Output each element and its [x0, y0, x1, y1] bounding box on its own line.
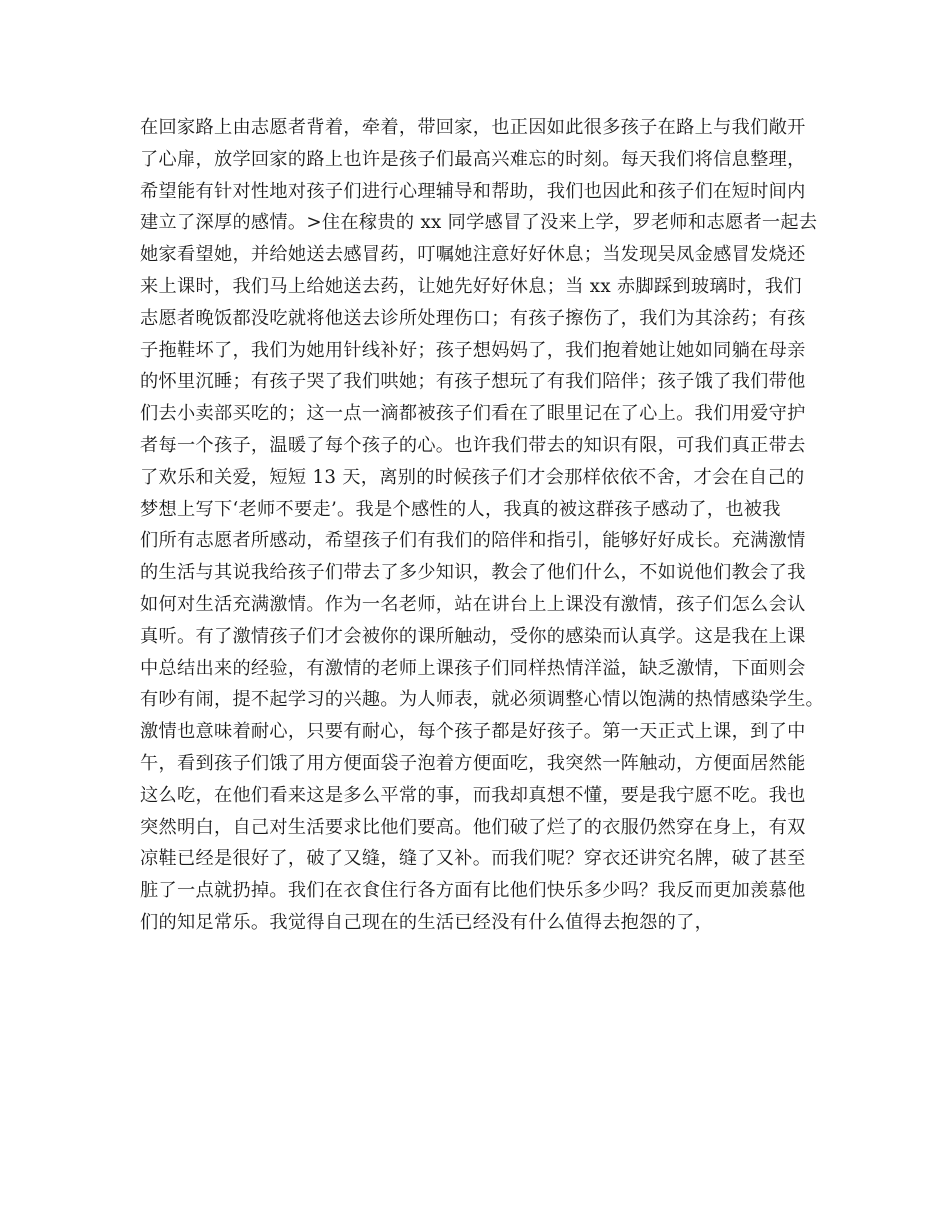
text-line: 的生活与其说我给孩子们带去了多少知识，教会了他们什么，不如说他们教会了我: [140, 562, 806, 584]
text-line: 希望能有针对性地对孩子们进行心理辅导和帮助，我们也因此和孩子们在短时间内: [140, 180, 806, 202]
text-line: 激情也意味着耐心，只要有耐心，每个孩子都是好孩子。第一天正式上课，到了中: [140, 721, 806, 743]
text-line: 中总结出来的经验，有激情的老师上课孩子们同样热情洋溢，缺乏激情，下面则会: [140, 657, 806, 679]
text-line: 有吵有闹，提不起学习的兴趣。为人师表，就必须调整心情以饱满的热情感染学生。: [140, 689, 825, 711]
text-line: 午，看到孩子们饿了用方便面袋子泡着方便面吃，我突然一阵触动，方便面居然能: [140, 752, 806, 774]
text-line: 这么吃，在他们看来这是多么平常的事，而我却真想不懂，要是我宁愿不吃。我也: [140, 784, 806, 806]
text-line: 在回家路上由志愿者背着，牵着，带回家，也正因如此很多孩子在路上与我们敞开: [140, 117, 806, 138]
text-line: 如何对生活充满激情。作为一名老师，站在讲台上上课没有激情，孩子们怎么会认: [140, 593, 806, 615]
text-line: 她家看望她，并给她送去感冒药，叮嘱她注意好好休息；当发现吴凤金感冒发烧还: [140, 244, 806, 266]
text-line: 突然明白，自己对生活要求比他们要高。他们破了烂了的衣服仍然穿在身上，有双: [140, 816, 806, 838]
body-text: [140, 112, 825, 939]
text-line: 子拖鞋坏了，我们为她用针线补好；孩子想妈妈了，我们抱着她让她如同躺在母亲: [140, 339, 806, 361]
text-line: 志愿者晚饭都没吃就将他送去诊所处理伤口；有孩子擦伤了，我们为其涂药；有孩: [140, 307, 806, 329]
text-line: 来上课时，我们马上给她送去药，让她先好好休息；当 xx 赤脚踩到玻璃时，我们: [140, 275, 802, 297]
text-line: 了欢乐和关爱，短短 13 天，离别的时候孩子们才会那样依依不舍，才会在自己的: [140, 466, 805, 488]
text-line: 者每一个孩子，温暖了每个孩子的心。也许我们带去的知识有限，可我们真正带去: [140, 434, 806, 456]
text-line: 脏了一点就扔掉。我们在衣食住行各方面有比他们快乐多少吗？我反而更加羡慕他: [140, 880, 806, 902]
text-line: 们所有志愿者所感动，希望孩子们有我们的陪伴和指引，能够好好成长。充满激情: [140, 530, 806, 552]
text-line: 了心扉，放学回家的路上也许是孩子们最高兴难忘的时刻。每天我们将信息整理，: [140, 148, 806, 170]
text-line: 真听。有了激情孩子们才会被你的课所触动，受你的感染而认真学。这是我在上课: [140, 625, 806, 647]
text-line: 梦想上写下‘老师不要走’。我是个感性的人，我真的被这群孩子感动了，也被我: [140, 498, 781, 520]
text-line: 们的知足常乐。我觉得自己现在的生活已经没有什么值得去抱怨的了，: [140, 911, 714, 933]
text-line: 们去小卖部买吃的；这一点一滴都被孩子们看在了眼里记在了心上。我们用爱守护: [140, 403, 806, 425]
text-line: 凉鞋已经是很好了，破了又缝，缝了又补。而我们呢？穿衣还讲究名牌，破了甚至: [140, 848, 806, 870]
text-line: 的怀里沉睡；有孩子哭了我们哄她；有孩子想玩了有我们陪伴；孩子饿了我们带他: [140, 371, 806, 393]
text-line: 建立了深厚的感情。>住在稼贵的 xx 同学感冒了没来上学，罗老师和志愿者一起去: [140, 212, 818, 234]
